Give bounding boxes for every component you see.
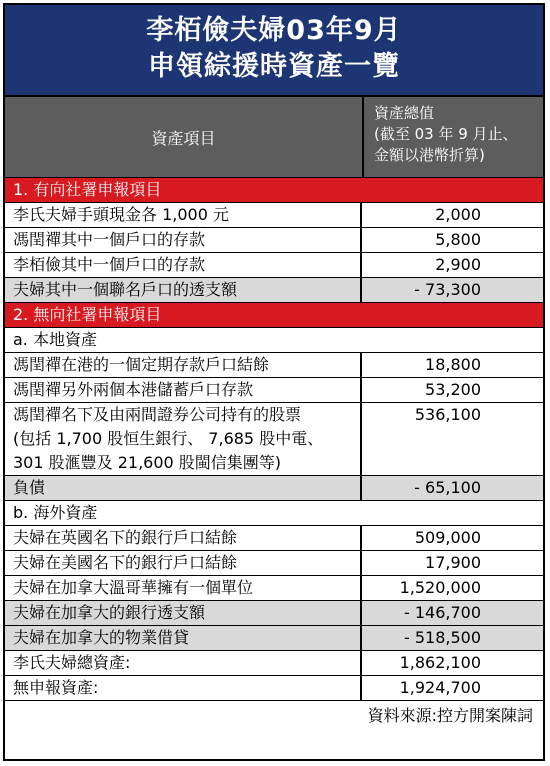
row-label: 夫婦其中一個聯名戶口的透支額 [5, 278, 362, 302]
row-value: 1,924,700 [399, 678, 481, 697]
row-value: 1,862,100 [399, 653, 481, 672]
row-label: 無申報資產: [5, 676, 362, 700]
row-label: 夫婦在加拿大的銀行透支額 [5, 601, 362, 625]
header-item: 資產項目 [5, 97, 364, 177]
source-note: 資料來源:控方開案陳詞 [5, 700, 543, 731]
row-label: 馮閏禪在港的一個定期存款戶口結餘 [5, 353, 362, 377]
row-value: 53,200 [425, 380, 481, 399]
table-row [5, 402, 543, 475]
row-label: 李氏夫婦手頭現金各 1,000 元 [5, 203, 362, 227]
row-label: 李栢儉其中一個戶口的存款 [5, 253, 362, 277]
table-row [5, 227, 543, 252]
table-row [5, 252, 543, 277]
overseas-assets-heading: b. 海外資產 [5, 500, 543, 525]
table-row [5, 600, 543, 625]
row-label: 負債 [5, 476, 362, 500]
row-label: 馮閏禪其中一個戶口的存款 [5, 228, 362, 252]
section-2-heading: 2. 無向社署申報項目 [5, 302, 543, 327]
row-label: 夫婦在美國名下的銀行戶口結餘 [5, 551, 362, 575]
row-value: - 73,300 [414, 280, 481, 299]
table-row [5, 377, 543, 402]
table-header [5, 95, 543, 177]
header-value-line-2: (截至 03 年 9 月止、 [374, 125, 518, 143]
row-label: 夫婦在英國名下的銀行戶口結餘 [5, 526, 362, 550]
table-row [5, 475, 543, 500]
header-value-line-1: 資產總值 [374, 104, 435, 122]
local-assets-heading: a. 本地資產 [5, 327, 543, 352]
stock-line-2: (包括 1,700 股恒生銀行、 7,685 股中電、 [13, 429, 324, 448]
table-row [5, 650, 543, 675]
row-label: 李氏夫婦總資產: [5, 651, 362, 675]
table-row [5, 550, 543, 575]
row-value: 2,900 [435, 255, 481, 274]
row-value: - 518,500 [403, 628, 481, 647]
row-value: 1,520,000 [399, 578, 481, 597]
title-line-1: 李栢儉夫婦03年9月 [146, 15, 402, 46]
table-row [5, 575, 543, 600]
row-value: 2,000 [435, 205, 481, 224]
row-label: 夫婦在加拿大的物業借貸 [5, 626, 362, 650]
table-title [5, 5, 543, 95]
header-value-line-3: 金額以港幣折算) [374, 146, 485, 164]
table-row [5, 625, 543, 650]
row-value: 536,100 [414, 405, 481, 424]
table-row [5, 352, 543, 377]
stock-line-1: 馮閏禪名下及由兩間證券公司持有的股票 [13, 405, 302, 424]
row-value: - 146,700 [403, 603, 481, 622]
table-row [5, 277, 543, 302]
row-value: 509,000 [414, 528, 481, 547]
row-value: 17,900 [425, 553, 481, 572]
row-value: 5,800 [435, 230, 481, 249]
row-label: 夫婦在加拿大溫哥華擁有一個單位 [5, 576, 362, 600]
stock-line-3: 301 股滙豐及 21,600 股閩信集團等) [13, 453, 282, 472]
row-label [5, 403, 362, 475]
table-row [5, 202, 543, 227]
section-1-heading: 1. 有向社署申報項目 [5, 177, 543, 202]
asset-table [3, 3, 545, 761]
row-value: - 65,100 [414, 478, 481, 497]
row-value: 18,800 [425, 355, 481, 374]
row-label: 馮閏禪另外兩個本港儲蓄戶口存款 [5, 378, 362, 402]
title-line-2: 申領綜援時資產一覽 [148, 51, 400, 82]
table-row [5, 525, 543, 550]
header-value [364, 97, 543, 177]
table-row [5, 675, 543, 700]
